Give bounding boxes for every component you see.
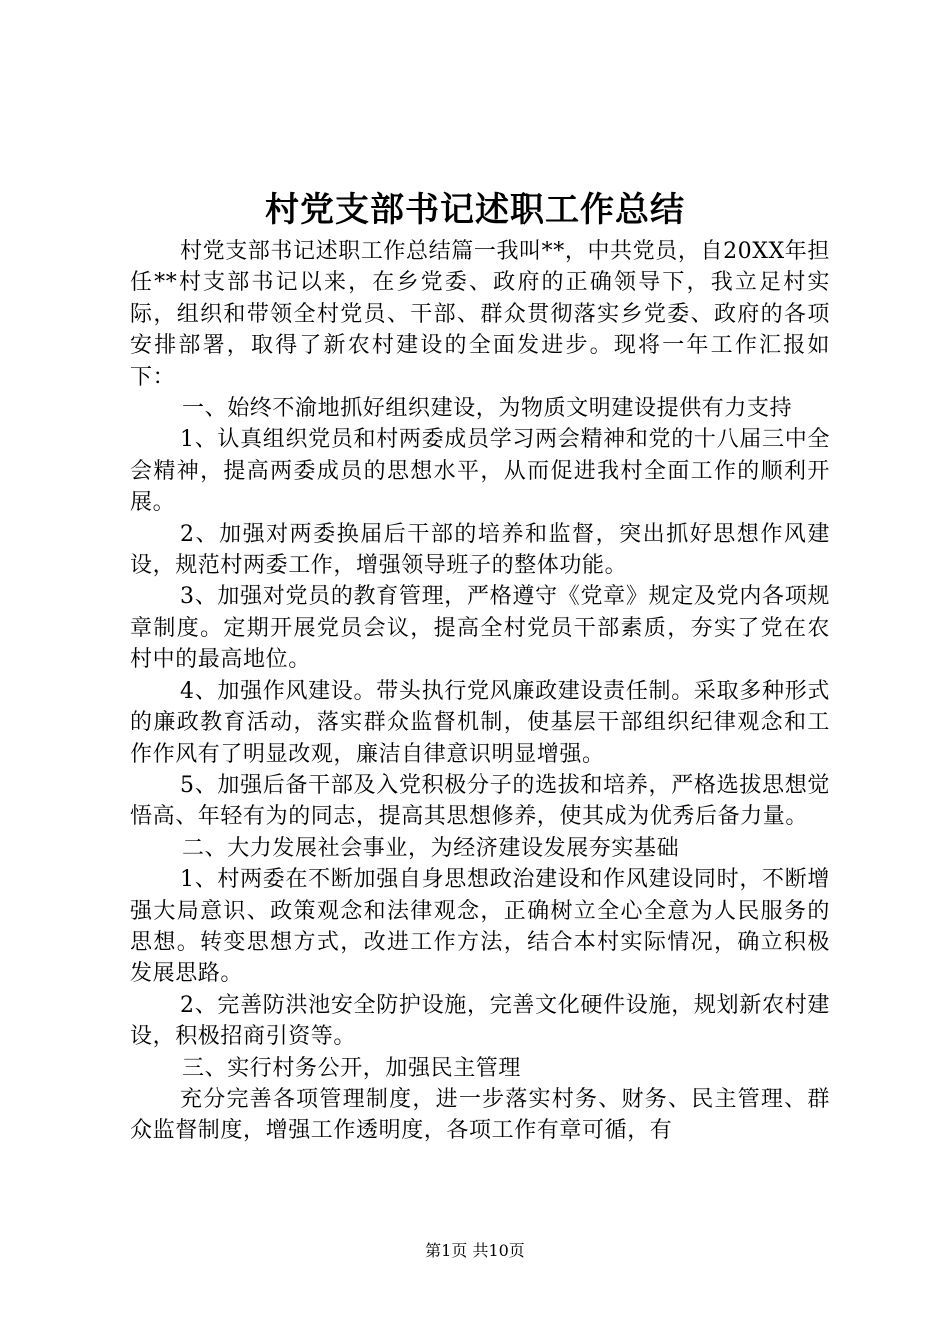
document-title: 村党支部书记述职工作总结 (265, 190, 685, 230)
paragraph: 1、认真组织党员和村两委成员学习两会精神和党的十八届三中全会精神，提高两委成员的思想水平，从而促进我村全面工作的顺利开展。 (130, 427, 830, 516)
paragraph: 2、加强对两委换届后干部的培养和监督，突出抓好思想作风建设，规范村两委工作，增强领导班子的整体功能。 (130, 521, 830, 579)
paragraph: 4、加强作风建设。带头执行党风廉政建设责任制。采取多种形式的廉政教育活动，落实群众监督机制，使基层干部组织纪律观念和工作作风有了明显改观，廉洁自律意识明显增强。 (130, 678, 830, 767)
paragraph: 3、加强对党员的教育管理，严格遵守《党章》规定及党内各项规章制度。定期开展党员会议，提高全村党员干部素质，夯实了党在农村中的最高地位。 (130, 584, 830, 673)
section-heading: 三、实行村务公开，加强民主管理 (182, 1055, 522, 1081)
document-body (130, 236, 830, 1147)
paragraph: 2、完善防洪池安全防护设施，完善文化硬件设施，规划新农村建设，积极招商引资等。 (130, 992, 830, 1050)
page-footer: 第1页 共10页 (425, 1241, 525, 1260)
paragraph: 1、村两委在不断加强自身思想政治建设和作风建设同时，不断增强大局意识、政策观念和法律观念，正确树立全心全意为人民服务的思想。转变思想方式，改进工作方法，结合本村实际情况，确立积极发展思路。 (130, 867, 830, 987)
section-heading: 一、始终不渝地抓好组织建设，为物质文明建设提供有力支持 (182, 396, 793, 422)
paragraph: 充分完善各项管理制度，进一步落实村务、财务、民主管理、群众监督制度，增强工作透明度，各项工作有章可循，有 (130, 1086, 830, 1144)
section-heading: 二、大力发展社会事业，为经济建设发展夯实基础 (182, 835, 680, 861)
paragraph: 5、加强后备干部及入党积极分子的选拔和培养，严格选拔思想觉悟高、年轻有为的同志，提高其思想修养，使其成为优秀后备力量。 (130, 772, 830, 830)
paragraph: 村党支部书记述职工作总结篇一我叫**，中共党员，自20XX年担任**村支部书记以来，在乡党委、政府的正确领导下，我立足村实际，组织和带领全村党员、干部、群众贯彻落实乡党委、政府的各项安排部署，取得了新农村建设的全面发进步。现将一年工作汇报如下： (130, 239, 830, 390)
